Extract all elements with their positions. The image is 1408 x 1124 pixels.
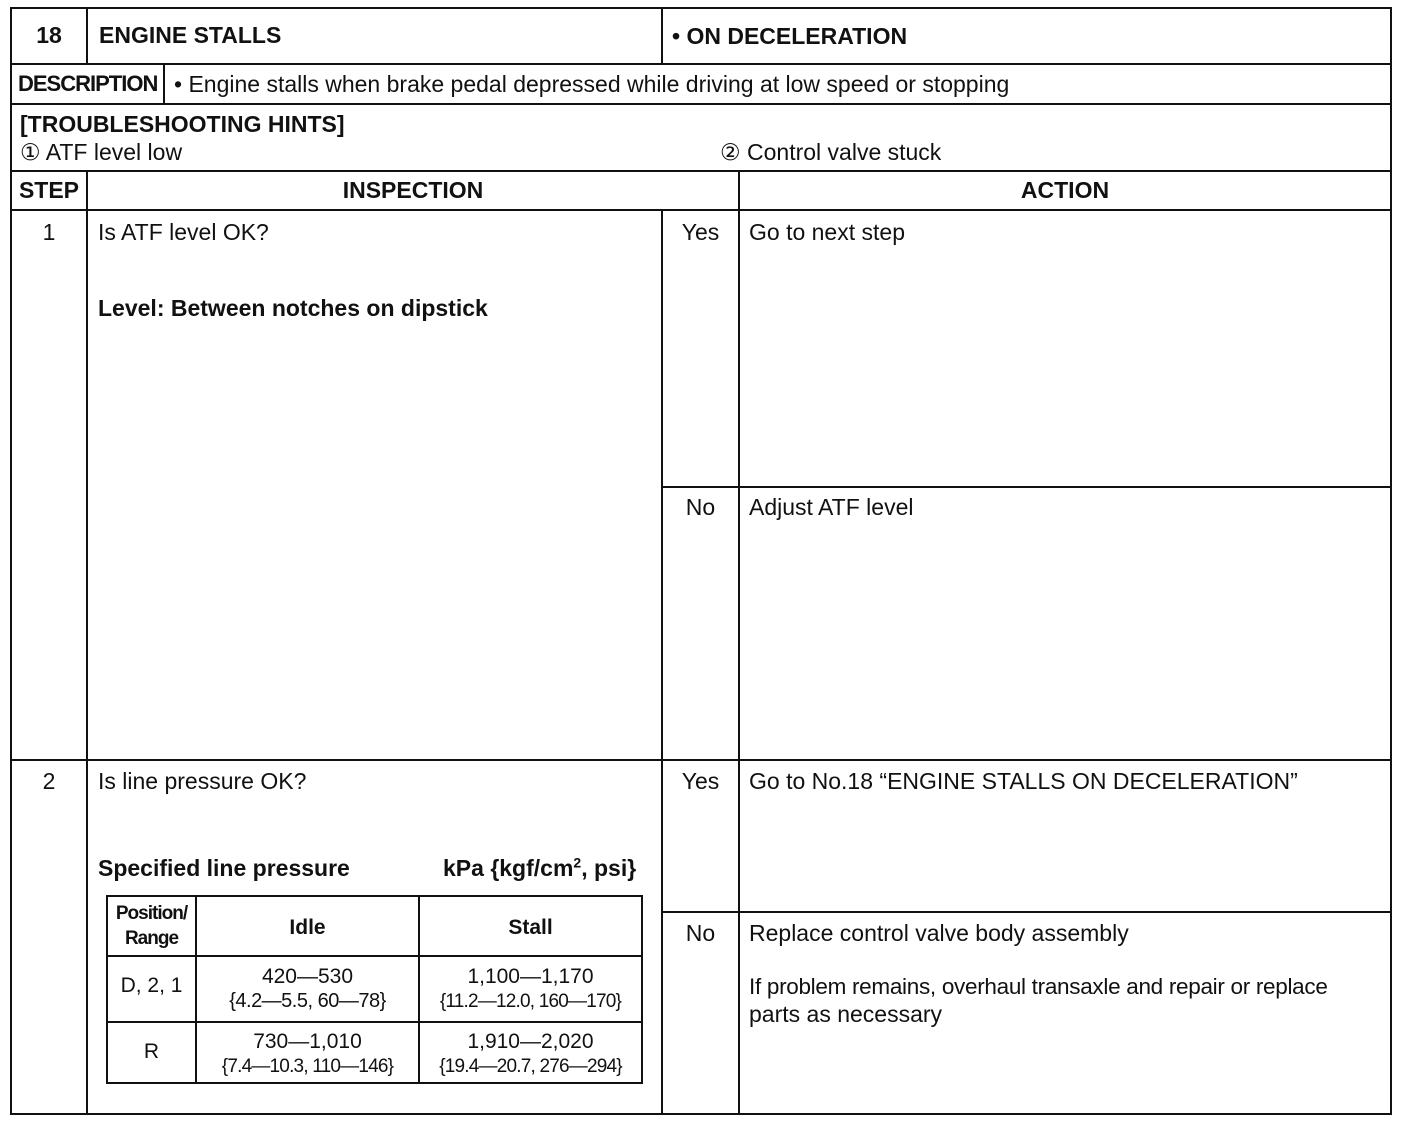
procedure-title: ENGINE STALLS	[99, 22, 282, 48]
step-2-no-label: No	[685, 920, 716, 946]
step-2-number: 2	[42, 768, 56, 794]
line-pressure-table	[106, 895, 643, 1084]
pressure-row-idle: 420—530 {4.2—5.5, 60—78}	[229, 965, 386, 1012]
pressure-header-idle: Idle	[289, 916, 326, 939]
hint-item-1: ① ATF level low	[20, 139, 183, 165]
step-1-question: Is ATF level OK?	[98, 219, 269, 245]
hint-item-2: ② Control valve stuck	[720, 139, 942, 165]
pressure-row-stall: 1,100—1,170 {11.2—12.0, 160—170}	[439, 965, 622, 1012]
column-header-action: ACTION	[1020, 177, 1110, 203]
step-2-spec-title: Specified line pressure	[98, 855, 350, 881]
step-1-spec: Level: Between notches on dipstick	[98, 295, 488, 321]
pressure-row-position: R	[143, 1040, 160, 1063]
hints-title: [TROUBLESHOOTING HINTS]	[20, 111, 345, 137]
step-2-question: Is line pressure OK?	[98, 768, 307, 794]
procedure-condition: • ON DECELERATION	[672, 23, 908, 49]
step-1-yes-action: Go to next step	[749, 219, 905, 245]
pressure-row-stall: 1,910—2,020 {19.4—20.7, 276—294}	[439, 1030, 622, 1077]
step-1-no-action: Adjust ATF level	[749, 494, 914, 520]
column-header-step: STEP	[18, 177, 80, 203]
step-2-yes-label: Yes	[681, 768, 720, 794]
description-label: DESCRIPTION	[18, 71, 158, 96]
column-header-inspection: INSPECTION	[342, 177, 484, 203]
step-1-yes-label: Yes	[681, 219, 720, 245]
step-2-no-action-2a: If problem remains, overhaul transaxle and repair or replace	[749, 974, 1328, 999]
pressure-row-idle: 730—1,010 {7.4—10.3, 110—146}	[221, 1030, 394, 1077]
pressure-header-stall: Stall	[508, 916, 553, 939]
step-1-no-label: No	[685, 494, 716, 520]
pressure-header-position: Position/ Range	[115, 903, 188, 949]
step-2-no-action-2b: parts as necessary	[749, 1001, 943, 1027]
step-2-no-action-1: Replace control valve body assembly	[749, 920, 1129, 946]
pressure-row-position: D, 2, 1	[120, 974, 183, 997]
step-2-yes-action: Go to No.18 “ENGINE STALLS ON DECELERATION”	[749, 768, 1298, 794]
step-2-spec-unit: kPa {$kgf/cm^2$, psi}	[443, 854, 637, 881]
description-text: • Engine stalls when brake pedal depressed while driving at low speed or stopping	[174, 71, 1010, 97]
procedure-number: 18	[36, 22, 62, 48]
step-1-number: 1	[42, 219, 56, 245]
